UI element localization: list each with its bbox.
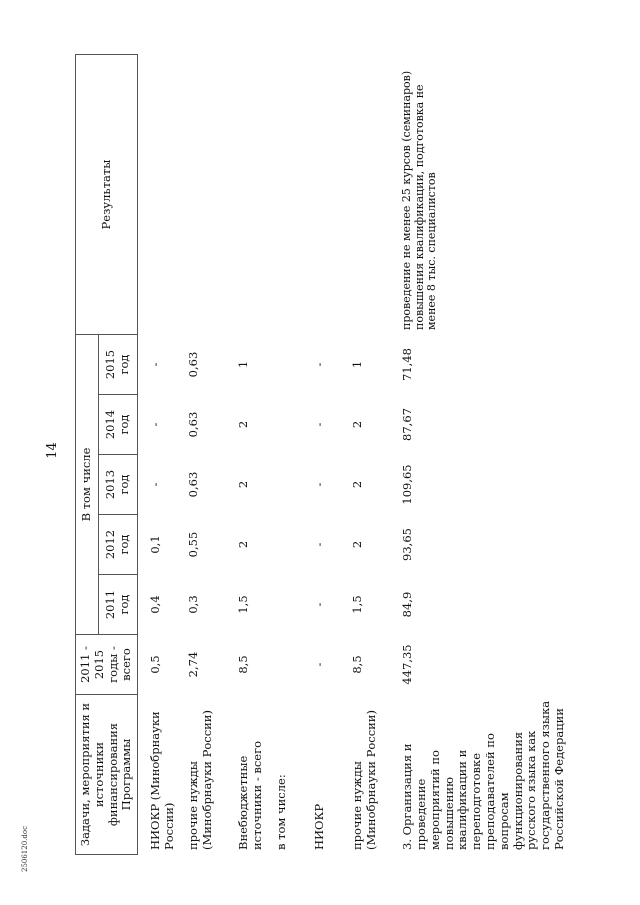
year-2011-cell: 1,5 [234,575,272,635]
year-2012-cell: 0,1 [138,515,185,575]
header-year-2012: 2012 год [99,515,138,575]
header-year-2011: 2011 год [99,575,138,635]
year-2012-cell: 93,65 [398,515,604,575]
task-cell: Внебюджетные источники - всего [234,695,272,855]
year-2014-cell: 87,67 [398,395,604,455]
result-cell [272,55,310,335]
result-cell: проведение не менее 25 курсов (семинаров) повышения квалификации, подготовка не менее 8 тыс. специалистов [398,55,604,335]
total-cell: - [310,635,348,695]
program-financing-table [75,54,604,855]
result-cell [234,55,272,335]
task-cell: НИОКР [310,695,348,855]
header-year-2014: 2014 год [99,395,138,455]
header-year-2013: 2013 год [99,455,138,515]
total-cell: 0,5 [138,635,185,695]
header-task: Задачи, мероприятия и источники финансирования Программы [76,695,138,855]
year-2015-cell: 71,48 [398,335,604,395]
total-cell: 2,74 [184,635,234,695]
table-row [348,55,398,855]
year-2013-cell: 109,65 [398,455,604,515]
result-cell [138,55,185,335]
header-total: 2011 - 2015 годы - всего [76,635,138,695]
year-2013-cell: 2 [234,455,272,515]
year-2013-cell: - [310,455,348,515]
task-cell: прочие нужды (Минобрнауки России) [348,695,398,855]
rotated-table-stage [75,55,575,855]
year-2015-cell: - [138,335,185,395]
year-2013-cell: 2 [348,455,398,515]
result-cell [348,55,398,335]
task-cell: в том числе: [272,695,310,855]
page-number: 14 [44,442,60,459]
header-including: В том числе [76,335,99,635]
year-2012-cell: - [310,515,348,575]
total-cell [272,635,310,695]
year-2012-cell: 0,55 [184,515,234,575]
task-cell: НИОКР (Минобрнауки России) [138,695,185,855]
year-2015-cell: - [310,335,348,395]
year-2014-cell: - [138,395,185,455]
year-2011-cell: 84,9 [398,575,604,635]
task-cell: 3. Организация и проведение мероприятий по повышению квалификации и переподготовке преподавателей по вопросам функционирования русского языка как государственного языка Российской Федерации [398,695,604,855]
year-2012-cell: 2 [234,515,272,575]
year-2014-cell: 2 [348,395,398,455]
year-2014-cell: 2 [234,395,272,455]
table-row [398,55,604,855]
total-cell: 8,5 [348,635,398,695]
table-row [272,55,310,855]
year-2011-cell: 1,5 [348,575,398,635]
year-2011-cell: - [310,575,348,635]
year-2012-cell: 2 [348,515,398,575]
table-row [234,55,272,855]
year-2014-cell: - [310,395,348,455]
year-2012-cell [272,515,310,575]
year-2015-cell [272,335,310,395]
year-2015-cell: 1 [234,335,272,395]
year-2014-cell [272,395,310,455]
year-2011-cell: 0,3 [184,575,234,635]
total-cell: 447,35 [398,635,604,695]
document-filename: 2506120.doc [21,825,30,873]
result-cell [310,55,348,335]
year-2014-cell: 0,63 [184,395,234,455]
total-cell: 8,5 [234,635,272,695]
year-2011-cell [272,575,310,635]
result-cell [184,55,234,335]
year-2013-cell: 0,63 [184,455,234,515]
year-2015-cell: 1 [348,335,398,395]
table-row [184,55,234,855]
header-results: Результаты [76,55,138,335]
year-2013-cell [272,455,310,515]
header-year-2015: 2015 год [99,335,138,395]
year-2015-cell: 0,63 [184,335,234,395]
table-row [138,55,185,855]
year-2011-cell: 0,4 [138,575,185,635]
table-row [310,55,348,855]
task-cell: прочие нужды (Минобрнауки России) [184,695,234,855]
year-2013-cell: - [138,455,185,515]
